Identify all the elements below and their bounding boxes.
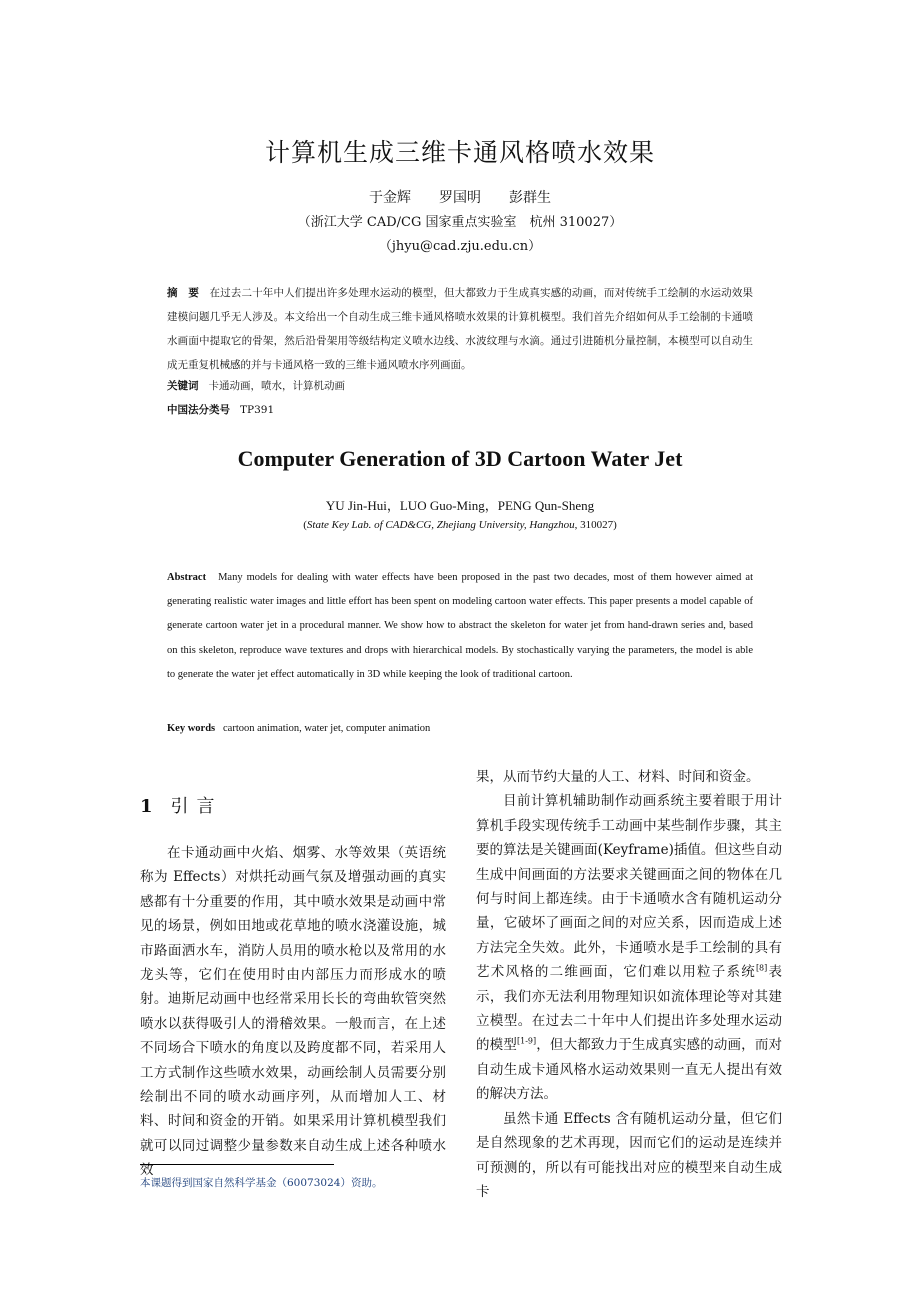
paragraph-text: ，但大都致力于生成真实感的动画，而对自动生成卡通风格水运动效果则一直无人提出有效的解决方法。 xyxy=(476,1037,783,1103)
keywords-cn-label: 关键词 xyxy=(167,380,199,392)
author-cn: 彭群生 xyxy=(509,190,551,206)
paragraph xyxy=(476,789,782,1106)
abstract-en-label: Abstract xyxy=(167,572,207,583)
classification-cn xyxy=(167,402,274,417)
author-email: （jhyu@cad.zju.edu.cn） xyxy=(378,239,542,254)
citation: [1-9] xyxy=(516,1036,537,1046)
authors-cn xyxy=(0,187,920,207)
abstract-en-text: Many models for dealing with water effects have been proposed in the past two decades, most of them however aimed at generating realistic water images and little effort has been spent on modeling cartoon water effects. This paper presents a model capable of generate cartoon water jet in a procedural manner. We show how to abstract the skeleton for water jet from hand-drawn series and, based on this skeleton, reproduce wave textures and drops with hierarchical models. By stochastically varying the parameters, the model is able to generate the water jet effect automatically in 3D while keeping the look of traditional cartoon. xyxy=(167,572,753,680)
author-cn: 于金辉 xyxy=(369,190,411,206)
affiliation-en-text: State Key Lab. of CAD&CG, Zhejiang University, Hangzhou xyxy=(306,519,575,531)
affiliation-en-open: ( xyxy=(303,519,307,531)
footnote-divider xyxy=(140,1164,334,1165)
abstract-cn-label: 摘 要 xyxy=(167,287,199,299)
section-title: 引言 xyxy=(170,796,223,817)
author-cn: 罗国明 xyxy=(439,190,481,206)
paragraph-text: 表示，我们亦无法利用物理知识如流体理论等对其建立模型。在过去二十年中人们提出许多处理水运动的模型 xyxy=(476,964,783,1054)
paper-title-cn: 计算机生成三维卡通风格喷水效果 xyxy=(264,138,655,167)
affiliation-cn: （浙江大学 CAD/CG 国家重点实验室 杭州 310027） xyxy=(297,215,623,230)
paragraph-continuation: 果，从而节约大量的人工、材料、时间和资金。 xyxy=(476,769,760,785)
paragraph: 在卡通动画中火焰、烟雾、水等效果（英语统称为 Effects）对烘托动画气氛及增强动画的真实感都有十分重要的作用，其中喷水效果是动画中常见的场景，例如田地或花草地的喷水浇灌设施，城市路面洒水车，消防人员用的喷水枪以及常用的水龙头等，它们在使用时由内部压力而形成水的喷射。迪斯尼动画中也经常采用长长的弯曲软管突然喷水以获得吸引人的滑稽效果。一般而言，在上述不同场合下喷水的角度以及跨度都不同，若采用人工方式制作这些喷水效果，动画绘制人员需要分别绘制出不同的喷水动画序列，从而增加人工、材料、时间和资金的开销。如果采用计算机模型我们就可以同过调整少量参数来自动生成上述各种喷水效 xyxy=(140,845,446,1179)
keywords-cn-text: 卡通动画，喷水，计算机动画 xyxy=(208,380,346,392)
section-number: 1 xyxy=(140,796,153,817)
paragraph-text: 目前计算机辅助制作动画系统主要着眼于用计算机手段实现传统手工动画中某些制作步骤，其主要的算法是关键画面(Keyframe)插值。但这些自动生成中间画面的方法要求关键画面之间的物体在几何与时间上都连续。由于卡通喷水含有随机运动分量，它破坏了画面之间的对应关系，因而造成上述方法完全失效。此外，卡通喷水是手工绘制的具有艺术风格的二维画面，它们难以用粒子系统 xyxy=(476,793,782,981)
abstract-en xyxy=(167,566,753,687)
right-column xyxy=(476,765,782,1204)
keywords-cn xyxy=(167,378,345,393)
paper-title-en: Computer Generation of 3D Cartoon Water Jet xyxy=(237,446,683,471)
classification-cn-label: 中国法分类号 xyxy=(167,404,230,416)
footnote: 本课题得到国家自然科学基金（60073024）资助。 xyxy=(140,1177,383,1189)
section-heading xyxy=(140,792,223,818)
affiliation-en-code: , 310027) xyxy=(574,519,617,531)
abstract-cn xyxy=(167,281,753,377)
authors-en: YU Jin-Hui，LUO Guo-Ming，PENG Qun-Sheng xyxy=(325,498,595,513)
classification-cn-code: TP391 xyxy=(240,404,275,416)
paragraph: 虽然卡通 Effects 含有随机运动分量，但它们是自然现象的艺术再现，因而它们的运动是连续并可预测的，所以有可能找出对应的模型来自动生成卡 xyxy=(476,1110,782,1200)
affiliation-en xyxy=(0,519,920,531)
keywords-en-text: cartoon animation, water jet, computer animation xyxy=(223,723,431,734)
keywords-en xyxy=(167,723,430,734)
citation: [8] xyxy=(755,963,768,973)
abstract-cn-text: 在过去二十年中人们提出许多处理水运动的模型，但大都致力于生成真实感的动画，而对传统手工绘制的水运动效果建模问题几乎无人涉及。本文给出一个自动生成三维卡通风格喷水效果的计算机模型。我们首先介绍如何从手工绘制的卡通喷水画面中提取它的骨架，然后沿骨架用等级结构定义喷水边线、水波纹理与水滴。通过引进随机分量控制，本模型可以自动生成无重复机械感的并与卡通风格一致的三维卡通风喷水序列画面。 xyxy=(167,287,754,371)
keywords-en-label: Key words xyxy=(167,723,216,734)
left-column xyxy=(140,841,446,1183)
